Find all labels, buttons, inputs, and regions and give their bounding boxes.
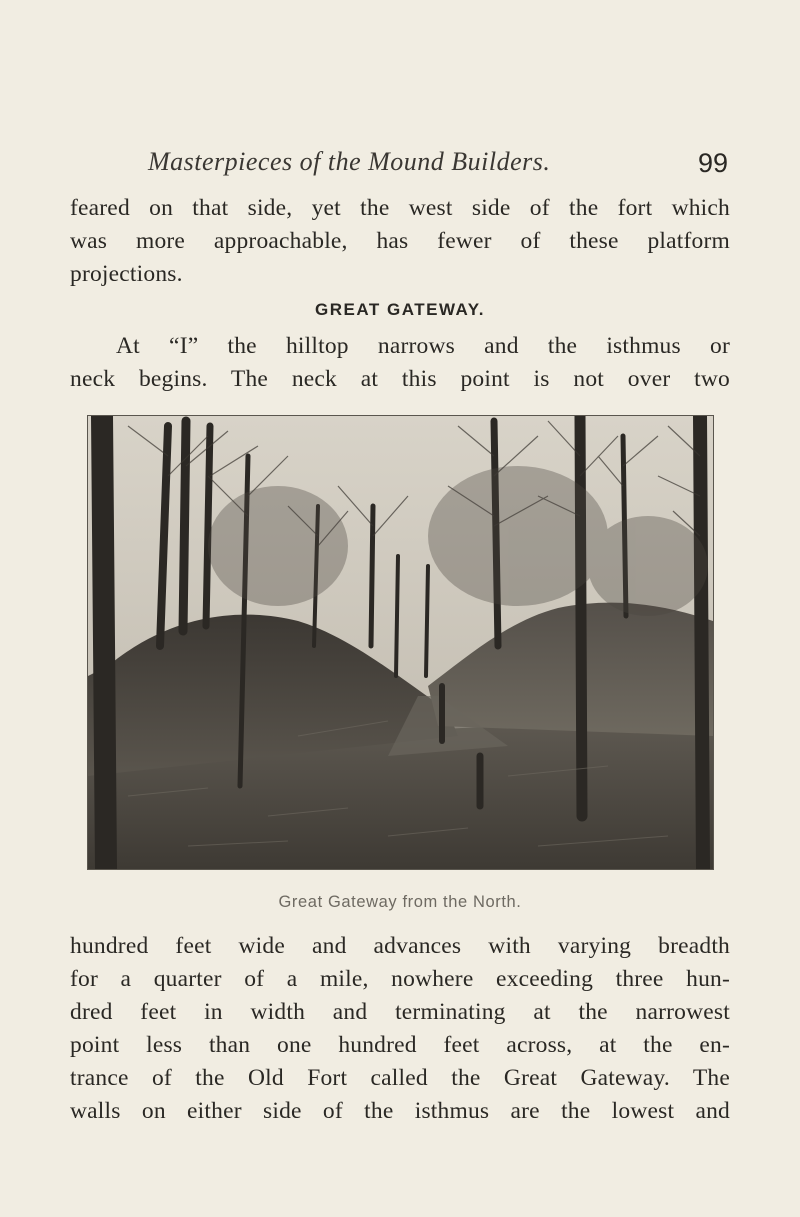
paragraph-line: walls on either side of the isthmus are the lowest and <box>70 1098 730 1124</box>
paragraph-line: neck begins. The neck at this point is not over two <box>70 366 730 392</box>
paragraph-line: point less than one hundred feet across, at the en- <box>70 1032 730 1058</box>
paragraph-line: dred feet in width and terminating at the narrowest <box>70 999 730 1025</box>
paragraph-line: feared on that side, yet the west side of the fort which <box>70 195 730 221</box>
paragraph-line: hundred feet wide and advances with varying breadth <box>70 933 730 959</box>
paragraph-line: trance of the Old Fort called the Great Gateway. The <box>70 1065 730 1091</box>
page-number: 99 <box>698 148 729 178</box>
paragraph-line: projections. <box>70 261 183 287</box>
paragraph-line: for a quarter of a mile, nowhere exceeding three hun- <box>70 966 730 992</box>
paragraph-line: At “I” the hilltop narrows and the isthmus or <box>116 333 730 359</box>
figure-caption: Great Gateway from the North. <box>278 893 522 911</box>
photograph <box>87 415 714 870</box>
running-head: Masterpieces of the Mound Builders. <box>148 147 551 176</box>
paragraph-line: was more approachable, has fewer of these platform <box>70 228 730 254</box>
section-heading: GREAT GATEWAY. <box>315 300 485 319</box>
